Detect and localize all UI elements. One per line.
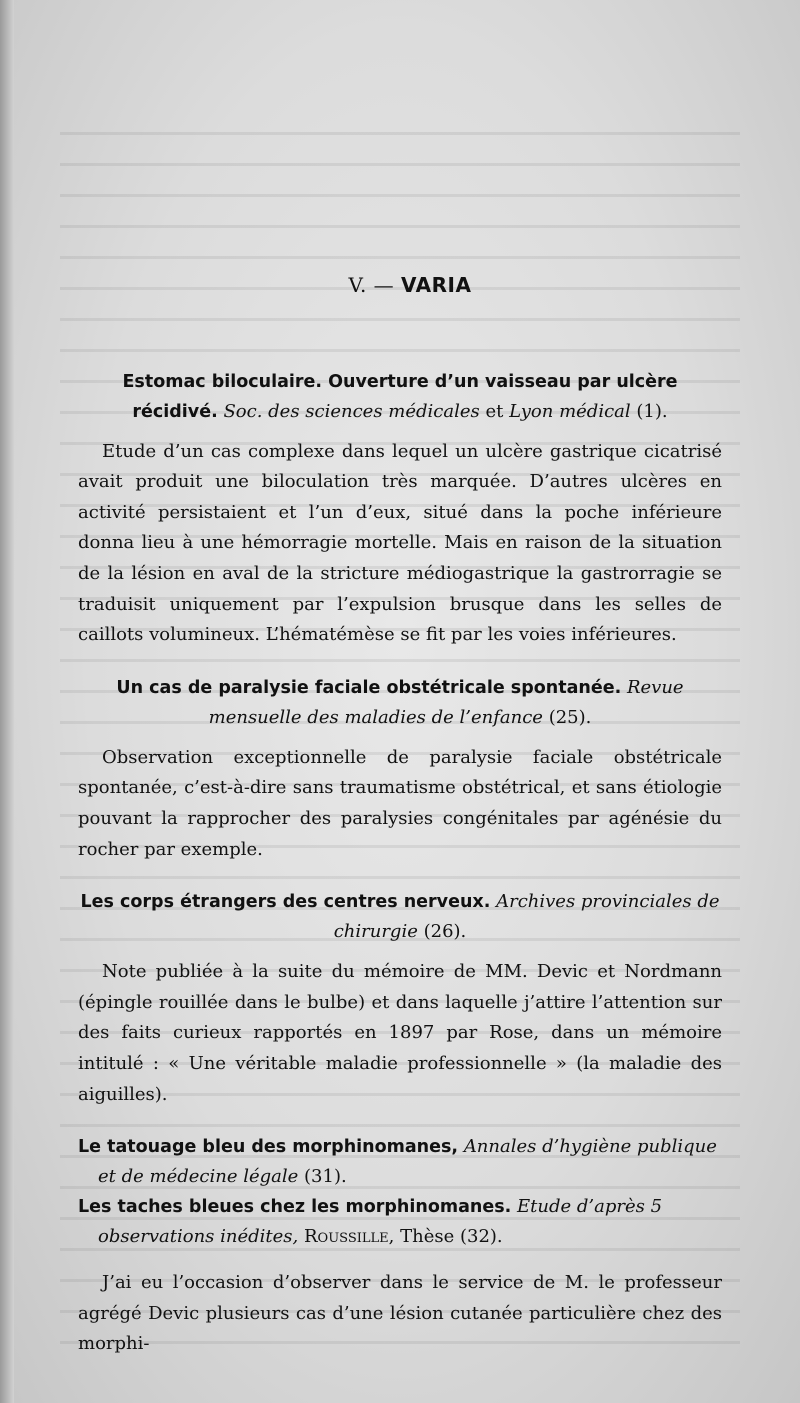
entry-ref: (26). xyxy=(423,921,467,943)
entry-body: Observation exceptionnelle de paralysie faciale obstétricale spontanée, c’est-à-dire sans traumatisme obstétrical, et sans étiologie pouvant la rapprocher des paralysies congénitales par agénésie du rocher par exemple. xyxy=(78,746,722,860)
section-number: V. — xyxy=(348,273,395,297)
entry-heading xyxy=(78,367,722,427)
section-title: VARIA xyxy=(401,273,472,297)
entry-title: Les taches bleues chez les morphinomanes. xyxy=(78,1197,512,1218)
entry-corps-etrangers xyxy=(78,887,722,1110)
entry-body: Etude d’un cas complexe dans lequel un ulcère gastrique cicatrisé avait produit une biloculation très marquée. D’autres ulcères en activité persistaient et l’un d’eux, situé dans la poche inférieure donna lieu à une hémorragie mortelle. Mais en raison de la situation de la lésion en aval de la stricture médiogastrique la gastrorragie se traduisit uniquement par l’expulsion brusque dans les selles de caillots volumineux. L’hématémèse se fit par les voies inférieures. xyxy=(78,440,722,646)
entry-ref: (1). xyxy=(636,400,668,422)
page-content xyxy=(78,270,722,1360)
entry-source: Annales d’hygiène publique et de médecine légale xyxy=(98,1136,717,1188)
entry-heading xyxy=(78,887,722,947)
entry-ref: (32). xyxy=(459,1226,503,1248)
page-left-edge xyxy=(0,0,14,1403)
entry-author: Roussille, xyxy=(304,1226,395,1248)
entry-extra: Thèse xyxy=(400,1226,455,1248)
entry-source: Etude d’après 5 observations inédites, xyxy=(98,1196,663,1248)
entry-title: Le tatouage bleu des morphinomanes, xyxy=(78,1137,459,1158)
entry-source: Revue mensuelle des maladies de l’enfance xyxy=(208,676,684,728)
entry-heading xyxy=(78,1192,722,1252)
entry-title: Un cas de paralysie faciale obstétricale spontanée. xyxy=(116,677,622,698)
entry-ref: (25). xyxy=(548,706,592,728)
entry-source-2: Lyon médical xyxy=(509,400,631,422)
section-heading xyxy=(98,270,722,301)
entry-source: Archives provinciales de chirurgie xyxy=(333,891,720,943)
entry-heading xyxy=(78,1132,722,1192)
entry-title: Estomac biloculaire. Ouverture d’un vaisseau par ulcère récidivé. xyxy=(122,371,678,422)
entry-ref: (31). xyxy=(304,1166,347,1188)
entry-body: Note publiée à la suite du mémoire de MM. Devic et Nordmann (épingle rouillée dans le bulbe) et dans laquelle j’attire l’attention sur des faits curieux rapportés en 1897 par Rose, dans un mémoire intitulé : « Une véritable maladie professionnelle » (la maladie des aiguilles). xyxy=(78,961,722,1105)
entry-estomac xyxy=(78,367,722,651)
entry-paralysie xyxy=(78,673,722,865)
entry-taches-bleues xyxy=(78,1192,722,1360)
entry-source: Soc. des sciences médicales xyxy=(223,400,480,422)
entry-tatouage xyxy=(78,1132,722,1192)
entry-title: Les corps étrangers des centres nerveux. xyxy=(80,892,491,913)
entry-source-conj: et xyxy=(485,400,504,422)
entry-body: J’ai eu l’occasion d’observer dans le service de M. le professeur agrégé Devic plusieurs cas d’une lésion cutanée particulière chez des morphi- xyxy=(78,1272,722,1355)
entry-heading xyxy=(78,673,722,733)
